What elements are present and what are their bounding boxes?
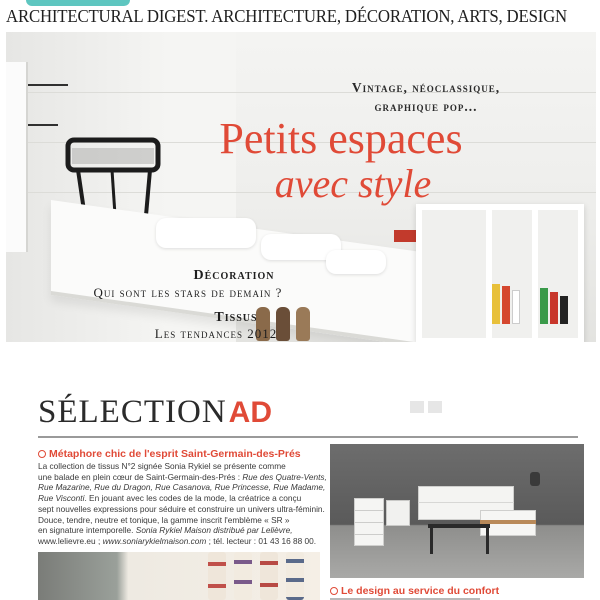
photo-cube	[386, 500, 410, 526]
article1-line: www.lelievre.eu ; www.soniarykielmaison.com ; tél. lecteur : 01 43 16 88 00.	[38, 535, 317, 546]
article1-line: sept nouvelles expressions pour séduire et construire un univers ultra-féminin.	[38, 503, 325, 514]
page-marks	[410, 400, 446, 414]
article1-title: Métaphore chic de l'esprit Saint-Germain-des-Prés	[38, 448, 301, 460]
article1-line: La collection de tissus N°2 signée Sonia Rykiel se présente comme	[38, 461, 286, 471]
section-divider	[38, 436, 578, 438]
furniture-photo	[330, 444, 584, 578]
cover-sub1-text: Qui sont les stars de demain ?	[93, 285, 283, 300]
article1-line: Rue Visconti. En jouant avec les codes de la mode, la créatrice a conçu	[38, 493, 302, 504]
article1-line: Douce, tendre, neutre et tonique, la gamme inscrit l'emblème « SR »	[38, 514, 290, 525]
article1-line: Rue Mazarine, Rue du Dragon, Rue Casanova, Rue Princesse, Rue Madame,	[38, 482, 326, 493]
bullet-icon	[330, 587, 338, 595]
section-title-ad: AD	[228, 396, 272, 429]
cover-sub2-title: Tissus	[214, 310, 258, 325]
cover-headline: Petits espaces	[219, 114, 463, 163]
photo-vase	[530, 472, 540, 486]
article2-title: Le design au service du confort	[330, 585, 499, 597]
section-title: SÉLECTIONAD	[38, 394, 272, 430]
cover-photo	[6, 32, 596, 342]
cover-kicker: Vintage, néoclassique, graphique pop...	[351, 80, 501, 114]
cover-headline-italic: avec style	[274, 161, 432, 206]
curtain-photo	[38, 552, 320, 600]
masthead-title: ARCHITECTURAL DIGEST. ARCHITECTURE, DÉCORATION, ARTS, DESIGN	[6, 6, 568, 26]
photo-coffee-table	[428, 524, 490, 528]
cover-sub2-text: Les tendances 2012	[154, 326, 278, 341]
bullet-icon	[38, 450, 46, 458]
cover-window	[6, 62, 28, 252]
article1-line: une balade en plein cœur de Saint-Germain-des-Prés : Rue des Quatre-Vents,	[38, 471, 327, 482]
cover-sub1-title: Décoration	[193, 268, 275, 283]
article1-body	[38, 461, 328, 547]
cover-bookshelf	[416, 204, 584, 342]
article1-line: en signature intemporelle. Sonia Rykiel Maison distribué par Lelièvre,	[38, 525, 293, 536]
